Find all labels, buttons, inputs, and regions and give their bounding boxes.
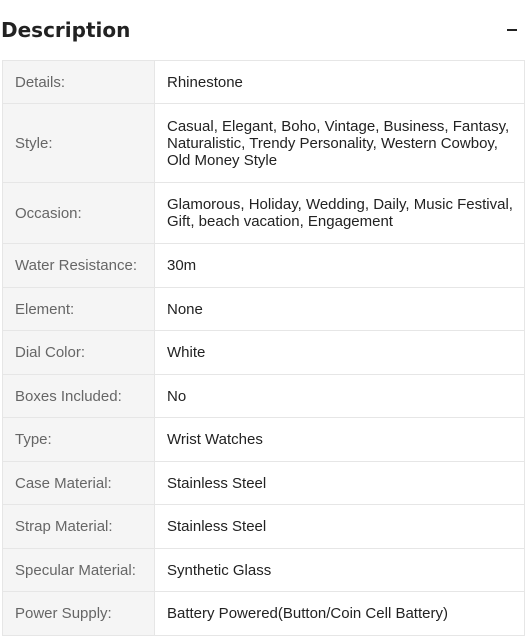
spec-value: White bbox=[155, 331, 525, 375]
spec-label: Details: bbox=[3, 61, 155, 104]
spec-label: Style: bbox=[3, 104, 155, 183]
spec-value: Battery Powered(Button/Coin Cell Battery) bbox=[155, 592, 525, 636]
section-title: Description bbox=[1, 18, 131, 42]
spec-value: Glamorous, Holiday, Wedding, Daily, Music Festival, Gift, beach vacation, Engagement bbox=[155, 183, 525, 244]
spec-row-style bbox=[3, 104, 525, 183]
spec-value: Stainless Steel bbox=[155, 505, 525, 549]
spec-row-occasion bbox=[3, 183, 525, 244]
spec-label: Strap Material: bbox=[3, 505, 155, 549]
spec-label: Type: bbox=[3, 418, 155, 462]
spec-value: Wrist Watches bbox=[155, 418, 525, 462]
minus-icon[interactable] bbox=[504, 22, 520, 38]
spec-label: Case Material: bbox=[3, 462, 155, 505]
spec-row-type bbox=[3, 418, 525, 462]
spec-value: Synthetic Glass bbox=[155, 549, 525, 592]
spec-label: Specular Material: bbox=[3, 549, 155, 592]
spec-label: Occasion: bbox=[3, 183, 155, 244]
spec-value: Stainless Steel bbox=[155, 462, 525, 505]
spec-row-case-material bbox=[3, 462, 525, 505]
spec-value: Rhinestone bbox=[155, 61, 525, 104]
spec-row-details bbox=[3, 61, 525, 104]
spec-row-dial-color bbox=[3, 331, 525, 375]
spec-table bbox=[2, 60, 525, 636]
spec-row-strap-material bbox=[3, 505, 525, 549]
spec-label: Water Resistance: bbox=[3, 244, 155, 288]
spec-label: Boxes Included: bbox=[3, 375, 155, 418]
description-section-header[interactable] bbox=[0, 0, 526, 60]
spec-row-power-supply bbox=[3, 592, 525, 636]
spec-label: Power Supply: bbox=[3, 592, 155, 636]
spec-value: 30m bbox=[155, 244, 525, 288]
spec-value: No bbox=[155, 375, 525, 418]
spec-value: Casual, Elegant, Boho, Vintage, Business, Fantasy, Naturalistic, Trendy Personality, Western Cowboy, Old Money Style bbox=[155, 104, 525, 183]
spec-row-water-resistance bbox=[3, 244, 525, 288]
spec-label: Element: bbox=[3, 288, 155, 331]
spec-row-boxes-included bbox=[3, 375, 525, 418]
spec-label: Dial Color: bbox=[3, 331, 155, 375]
spec-row-element bbox=[3, 288, 525, 331]
spec-row-specular-material bbox=[3, 549, 525, 592]
spec-value: None bbox=[155, 288, 525, 331]
